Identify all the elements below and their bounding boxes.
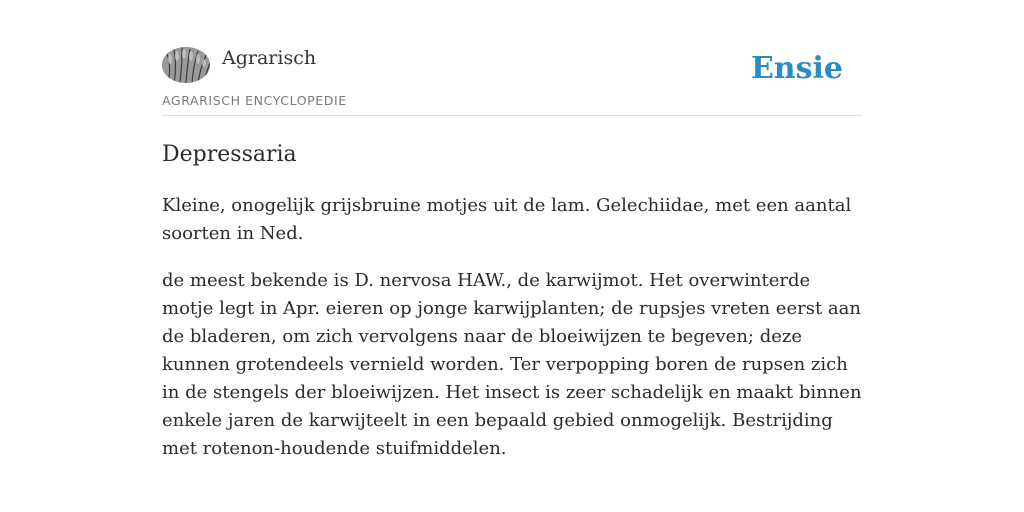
site-header (162, 0, 862, 116)
ensie-brand-link[interactable]: Ensie (750, 51, 843, 86)
article-title: Depressaria (162, 142, 297, 167)
article-paragraph-2: de meest bekende is D. nervosa HAW., de karwijmot. Het overwinterde motje legt in Apr. eieren op jonge karwijplanten; de rupsjes vreten eerst aan de bladeren, om zich vervolgens naar de bloeiwijzen te begeven; deze kunnen grotendeels vernield worden. Ter verpopping boren de rupsen zich in de stengels der bloeiwijzen. Het insect is zeer schadelijk en maakt binnen enkele jaren de karwijteelt in een bepaald gebied onmogelijk. Bestrijding met rotenon-houdende stuifmiddelen. (162, 270, 862, 459)
wheat-logo-icon[interactable] (162, 47, 210, 83)
page-container (162, 0, 862, 459)
site-subtitle: AGRARISCH ENCYCLOPEDIE (162, 93, 347, 108)
site-name[interactable]: Agrarisch (222, 47, 317, 69)
article-paragraph-1: Kleine, onogelijk grijsbruine motjes uit de lam. Gelechiidae, met een aantal soorten in Ned. (162, 195, 852, 244)
